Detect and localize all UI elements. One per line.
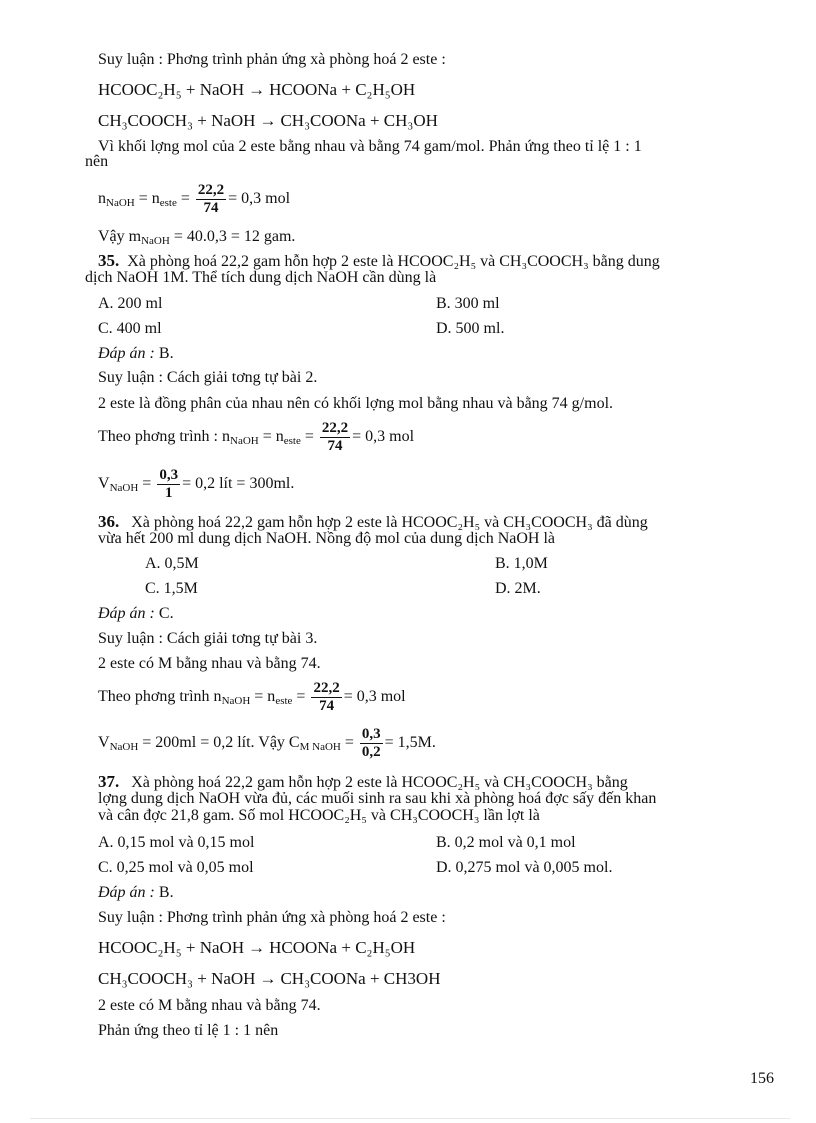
intro-line-1: Suy luận : Phơng trình phản ứng xà phòng hoá 2 este :	[98, 51, 446, 68]
q37-option-d: D. 0,275 mol và 0,005 mol.	[436, 859, 613, 876]
q36-option-d: D. 2M.	[495, 580, 541, 597]
intro-equation-1	[98, 81, 415, 99]
q35-reasoning-2: 2 este là đồng phân của nhau nên có khối lợng mol bằng nhau và bằng 74 g/mol.	[98, 395, 614, 412]
arrow-icon: →	[259, 969, 277, 988]
q35-answer: Đáp án : B.	[98, 345, 174, 362]
question-number: 37.	[98, 772, 120, 791]
q36-line-1: 36. Xà phòng hoá 22,2 gam hỗn hợp 2 este là HCOOC₂H₅ và CH₃COOCH₃ đã dùng	[98, 512, 648, 531]
q37-option-b: B. 0,2 mol và 0,1 mol	[436, 834, 576, 851]
fraction: $\frac{22,2}{74}$	[321, 419, 349, 454]
q36-option-c: C. 1,5M	[145, 580, 198, 597]
q37-reasoning-2: 2 este có M bằng nhau và bằng 74.	[98, 997, 321, 1014]
question-number: 35.	[98, 251, 120, 270]
intro-line-4a: Vì khối lợng mol của 2 este bằng nhau và bằng 74 gam/mol. Phản ứng theo tỉ lệ 1 : 1	[98, 138, 642, 155]
eq-left: CH₃COOCH₃ + NaOH	[98, 111, 256, 130]
q37-option-a: A. 0,15 mol và 0,15 mol	[98, 834, 255, 851]
intro-calc: $n_{NaOH} = n_{este}$ = $\frac{22,2}{74}$ = 0,3 mol	[98, 181, 291, 216]
fraction: $\frac{0,3}{0,2}$	[361, 725, 381, 760]
q35-option-a: A. 200 ml	[98, 295, 163, 312]
question-number: 36.	[98, 512, 120, 531]
eq-right: HCOONa + C₂H₅OH	[269, 80, 416, 99]
q36-concentration: $V_{NaOH} = 200ml = 0,2$ lít. Vậy $C_{M NaOH}$ = $\frac{0,3}{0,2}$ = 1,5M.	[98, 725, 436, 760]
eq-right: HCOONa + C₂H₅OH	[269, 938, 416, 957]
q37-equation-1	[98, 939, 415, 957]
q35-calc: Theo phơng trình : $n_{NaOH} = n_{este}$ = $\frac{22,2}{74}$ = 0,3 mol	[98, 419, 415, 454]
fraction: $\frac{0,3}{1}$	[159, 466, 179, 501]
arrow-icon: →	[248, 80, 266, 99]
q36-option-a: A. 0,5M	[145, 555, 199, 572]
q37-equation-2	[98, 970, 440, 988]
fraction: $\frac{22,2}{74}$	[313, 679, 340, 714]
q36-option-b: B. 1,0M	[495, 555, 548, 572]
intro-result: Vậy $m_{NaOH} = 40.0,3 = 12$ gam.	[98, 228, 296, 247]
eq-left: CH₃COOCH₃ + NaOH	[98, 969, 256, 988]
q35-option-b: B. 300 ml	[436, 295, 500, 312]
arrow-icon: →	[259, 111, 277, 130]
page-bottom-rule	[30, 1118, 790, 1119]
q36-reasoning-2: 2 este có M bằng nhau và bằng 74.	[98, 655, 321, 672]
eq-left: HCOOC₂H₅ + NaOH	[98, 80, 245, 99]
q37-answer: Đáp án : B.	[98, 884, 174, 901]
q35-line-1: 35. Xà phòng hoá 22,2 gam hỗn hợp 2 este là HCOOC₂H₅ và CH₃COOCH₃ bằng dung	[98, 251, 660, 270]
arrow-icon: →	[248, 938, 266, 957]
eq-right: CH₃COONa + CH₃OH	[280, 111, 438, 130]
q37-line-3: và cân đợc 21,8 gam. Số mol HCOOC₂H₅ và CH₃COOCH₃ lần lợt là	[98, 807, 540, 824]
eq-right: CH₃COONa + CH3OH	[280, 969, 441, 988]
q37-line-2: lợng dung dịch NaOH vừa đủ, các muối sinh ra sau khi xà phòng hoá đợc sấy đến khan	[98, 790, 657, 807]
q36-answer: Đáp án : C.	[98, 605, 174, 622]
q35-line-2: dịch NaOH 1M. Thể tích dung dịch NaOH cần dùng là	[85, 269, 437, 286]
q37-line-1: 37. Xà phòng hoá 22,2 gam hỗn hợp 2 este là HCOOC₂H₅ và CH₃COOCH₃ bằng	[98, 772, 628, 791]
q37-option-c: C. 0,25 mol và 0,05 mol	[98, 859, 254, 876]
q36-reasoning-1: Suy luận : Cách giải tơng tự bài 3.	[98, 630, 318, 647]
eq-left: HCOOC₂H₅ + NaOH	[98, 938, 245, 957]
intro-equation-2	[98, 112, 438, 130]
q35-reasoning-1: Suy luận : Cách giải tơng tự bài 2.	[98, 369, 318, 386]
intro-line-4b: nên	[85, 153, 109, 170]
q37-reasoning-3: Phản ứng theo tỉ lệ 1 : 1 nên	[98, 1022, 279, 1039]
q35-volume: $V_{NaOH}$ = $\frac{0,3}{1}$ = 0,2 lít = 300ml.	[98, 466, 295, 501]
q35-option-c: C. 400 ml	[98, 320, 162, 337]
q36-calc: Theo phơng trình $n_{NaOH} = n_{este}$ = $\frac{22,2}{74}$ = 0,3 mol	[98, 679, 406, 714]
q36-line-2: vừa hết 200 ml dung dịch NaOH. Nồng độ mol của dung dịch NaOH là	[98, 530, 556, 547]
q35-option-d: D. 500 ml.	[436, 320, 505, 337]
page-number: 156	[750, 1070, 774, 1087]
fraction: $\frac{22,2}{74}$	[197, 181, 225, 216]
q37-reasoning-1: Suy luận : Phơng trình phản ứng xà phòng hoá 2 este :	[98, 909, 446, 926]
